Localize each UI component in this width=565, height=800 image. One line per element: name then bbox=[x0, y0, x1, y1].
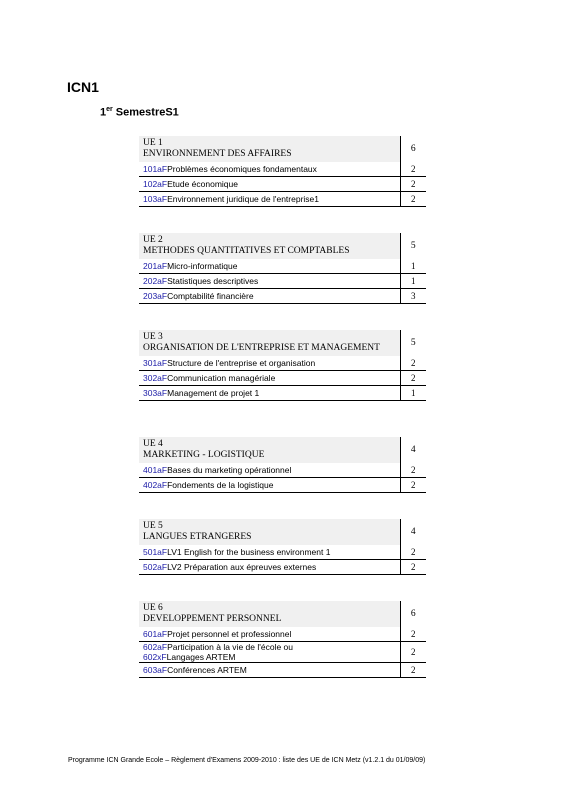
course-credits: 2 bbox=[400, 560, 426, 575]
course-credits: 2 bbox=[400, 463, 426, 478]
ue-number: UE 6 bbox=[143, 603, 163, 613]
ue-block bbox=[139, 233, 426, 304]
ue-credits: 4 bbox=[400, 437, 426, 463]
ue-credits: 4 bbox=[400, 519, 426, 545]
course-line bbox=[143, 261, 400, 271]
course-row bbox=[139, 274, 426, 289]
ue-header-row bbox=[139, 437, 426, 463]
course-row bbox=[139, 463, 426, 478]
course-row bbox=[139, 356, 426, 371]
course-code: 601aF bbox=[143, 629, 168, 639]
semester-label: SemestreS1 bbox=[112, 106, 179, 119]
course-credits: 2 bbox=[400, 177, 426, 192]
course-code: 202aF bbox=[143, 276, 168, 286]
course-code: 101aF bbox=[143, 164, 168, 174]
ue-title bbox=[139, 601, 400, 627]
course-code: 303aF bbox=[143, 388, 168, 398]
page-title: ICN1 bbox=[67, 79, 99, 95]
course-code: 102aF bbox=[143, 179, 168, 189]
ue-credits: 5 bbox=[400, 330, 426, 356]
ue-header-row bbox=[139, 330, 426, 356]
course-line bbox=[143, 291, 400, 301]
course-cell bbox=[139, 478, 400, 493]
ue-number: UE 3 bbox=[143, 332, 163, 342]
course-credits: 2 bbox=[400, 371, 426, 386]
course-credits: 2 bbox=[400, 663, 426, 678]
ue-name: ORGANISATION DE L'ENTREPRISE ET MANAGEMENT bbox=[143, 343, 380, 353]
course-code: 103aF bbox=[143, 194, 168, 204]
course-code: 201aF bbox=[143, 261, 168, 271]
course-code: 501aF bbox=[143, 547, 168, 557]
course-row bbox=[139, 192, 426, 207]
course-credits: 3 bbox=[400, 289, 426, 304]
ue-name: LANGUES ETRANGERES bbox=[143, 532, 252, 542]
ue-table bbox=[139, 601, 426, 678]
course-line bbox=[143, 465, 400, 475]
course-name: Bases du marketing opérationnel bbox=[167, 465, 292, 475]
course-line bbox=[143, 652, 400, 662]
page-footer: Programme ICN Grande Ecole – Règlement d'Examens 2009-2010 : liste des UE de ICN Metz (v1.2.1 du 01/09/09) bbox=[68, 757, 426, 764]
course-row bbox=[139, 371, 426, 386]
course-row bbox=[139, 162, 426, 177]
ue-table bbox=[139, 233, 426, 304]
semester-heading bbox=[100, 106, 179, 119]
course-line bbox=[143, 194, 400, 204]
ue-name: METHODES QUANTITATIVES ET COMPTABLES bbox=[143, 246, 350, 256]
ue-number: UE 5 bbox=[143, 521, 163, 531]
course-credits: 1 bbox=[400, 274, 426, 289]
ue-credits: 6 bbox=[400, 601, 426, 627]
course-cell bbox=[139, 356, 400, 371]
course-credits: 2 bbox=[400, 642, 426, 663]
ue-block bbox=[139, 330, 426, 401]
ue-number: UE 1 bbox=[143, 138, 163, 148]
course-credits: 1 bbox=[400, 386, 426, 401]
course-name: Projet personnel et professionnel bbox=[167, 629, 292, 639]
course-name: Fondements de la logistique bbox=[167, 480, 274, 490]
course-line bbox=[143, 276, 400, 286]
ue-header-row bbox=[139, 601, 426, 627]
course-cell bbox=[139, 259, 400, 274]
course-line bbox=[143, 480, 400, 490]
course-row bbox=[139, 177, 426, 192]
course-credits: 2 bbox=[400, 192, 426, 207]
ue-title bbox=[139, 136, 400, 162]
course-row bbox=[139, 642, 426, 663]
course-name: Statistiques descriptives bbox=[167, 276, 259, 286]
course-code: 401aF bbox=[143, 465, 168, 475]
course-row bbox=[139, 259, 426, 274]
course-name: Langages ARTEM bbox=[166, 652, 236, 662]
course-line bbox=[143, 547, 400, 557]
course-cell bbox=[139, 162, 400, 177]
ue-number: UE 4 bbox=[143, 439, 163, 449]
course-cell bbox=[139, 177, 400, 192]
course-code: 502aF bbox=[143, 562, 168, 572]
course-name: Structure de l'entreprise et organisation bbox=[167, 358, 316, 368]
ue-name: MARKETING - LOGISTIQUE bbox=[143, 450, 265, 460]
course-line bbox=[143, 179, 400, 189]
course-row bbox=[139, 478, 426, 493]
ue-title bbox=[139, 233, 400, 259]
course-cell bbox=[139, 386, 400, 401]
ue-credits: 6 bbox=[400, 136, 426, 162]
course-credits: 2 bbox=[400, 545, 426, 560]
course-line bbox=[143, 665, 400, 675]
course-code: 602aF bbox=[143, 642, 168, 652]
ue-block bbox=[139, 437, 426, 493]
course-code: 301aF bbox=[143, 358, 168, 368]
course-cell bbox=[139, 545, 400, 560]
course-name: Communication managériale bbox=[167, 373, 276, 383]
ue-credits: 5 bbox=[400, 233, 426, 259]
ue-title bbox=[139, 330, 400, 356]
course-cell bbox=[139, 663, 400, 678]
course-code: 203aF bbox=[143, 291, 168, 301]
ue-header-row bbox=[139, 136, 426, 162]
course-line bbox=[143, 629, 400, 639]
ue-name: DEVELOPPEMENT PERSONNEL bbox=[143, 614, 282, 624]
course-cell bbox=[139, 642, 400, 663]
course-row bbox=[139, 663, 426, 678]
course-name: Problèmes économiques fondamentaux bbox=[167, 164, 317, 174]
course-cell bbox=[139, 192, 400, 207]
course-name: LV2 Préparation aux épreuves externes bbox=[167, 562, 317, 572]
course-name: Management de projet 1 bbox=[167, 388, 260, 398]
ue-header-row bbox=[139, 233, 426, 259]
course-line bbox=[143, 358, 400, 368]
ue-block bbox=[139, 519, 426, 575]
course-cell bbox=[139, 371, 400, 386]
course-name: Environnement juridique de l'entreprise1 bbox=[167, 194, 319, 204]
semester-superscript: er bbox=[106, 106, 113, 113]
course-name: Comptabilité financière bbox=[167, 291, 254, 301]
course-cell bbox=[139, 289, 400, 304]
ue-number: UE 2 bbox=[143, 235, 163, 245]
ue-header-row bbox=[139, 519, 426, 545]
course-cell bbox=[139, 463, 400, 478]
course-line bbox=[143, 164, 400, 174]
course-code: 402aF bbox=[143, 480, 168, 490]
course-line bbox=[143, 388, 400, 398]
course-row bbox=[139, 545, 426, 560]
course-name: Etude économique bbox=[167, 179, 238, 189]
ue-title bbox=[139, 437, 400, 463]
course-row bbox=[139, 627, 426, 642]
course-credits: 2 bbox=[400, 356, 426, 371]
course-line bbox=[143, 562, 400, 572]
course-name: Conférences ARTEM bbox=[167, 665, 247, 675]
course-code: 602xF bbox=[143, 652, 167, 662]
course-row bbox=[139, 289, 426, 304]
course-code: 302aF bbox=[143, 373, 168, 383]
course-line bbox=[143, 373, 400, 383]
ue-table bbox=[139, 437, 426, 493]
course-line bbox=[143, 642, 400, 652]
course-cell bbox=[139, 627, 400, 642]
course-credits: 2 bbox=[400, 162, 426, 177]
course-credits: 2 bbox=[400, 478, 426, 493]
course-row bbox=[139, 560, 426, 575]
course-credits: 1 bbox=[400, 259, 426, 274]
semester-number: 1 bbox=[100, 106, 107, 119]
course-name: Micro-informatique bbox=[167, 261, 238, 271]
ue-table bbox=[139, 519, 426, 575]
ue-block bbox=[139, 136, 426, 207]
course-cell bbox=[139, 274, 400, 289]
course-name: LV1 English for the business environment 1 bbox=[167, 547, 331, 557]
course-name: Participation à la vie de l'école ou bbox=[167, 642, 294, 652]
ue-block bbox=[139, 601, 426, 678]
ue-table bbox=[139, 136, 426, 207]
course-row bbox=[139, 386, 426, 401]
ue-table bbox=[139, 330, 426, 401]
ue-title bbox=[139, 519, 400, 545]
course-code: 603aF bbox=[143, 665, 168, 675]
course-credits: 2 bbox=[400, 627, 426, 642]
ue-name: ENVIRONNEMENT DES AFFAIRES bbox=[143, 149, 292, 159]
course-cell bbox=[139, 560, 400, 575]
